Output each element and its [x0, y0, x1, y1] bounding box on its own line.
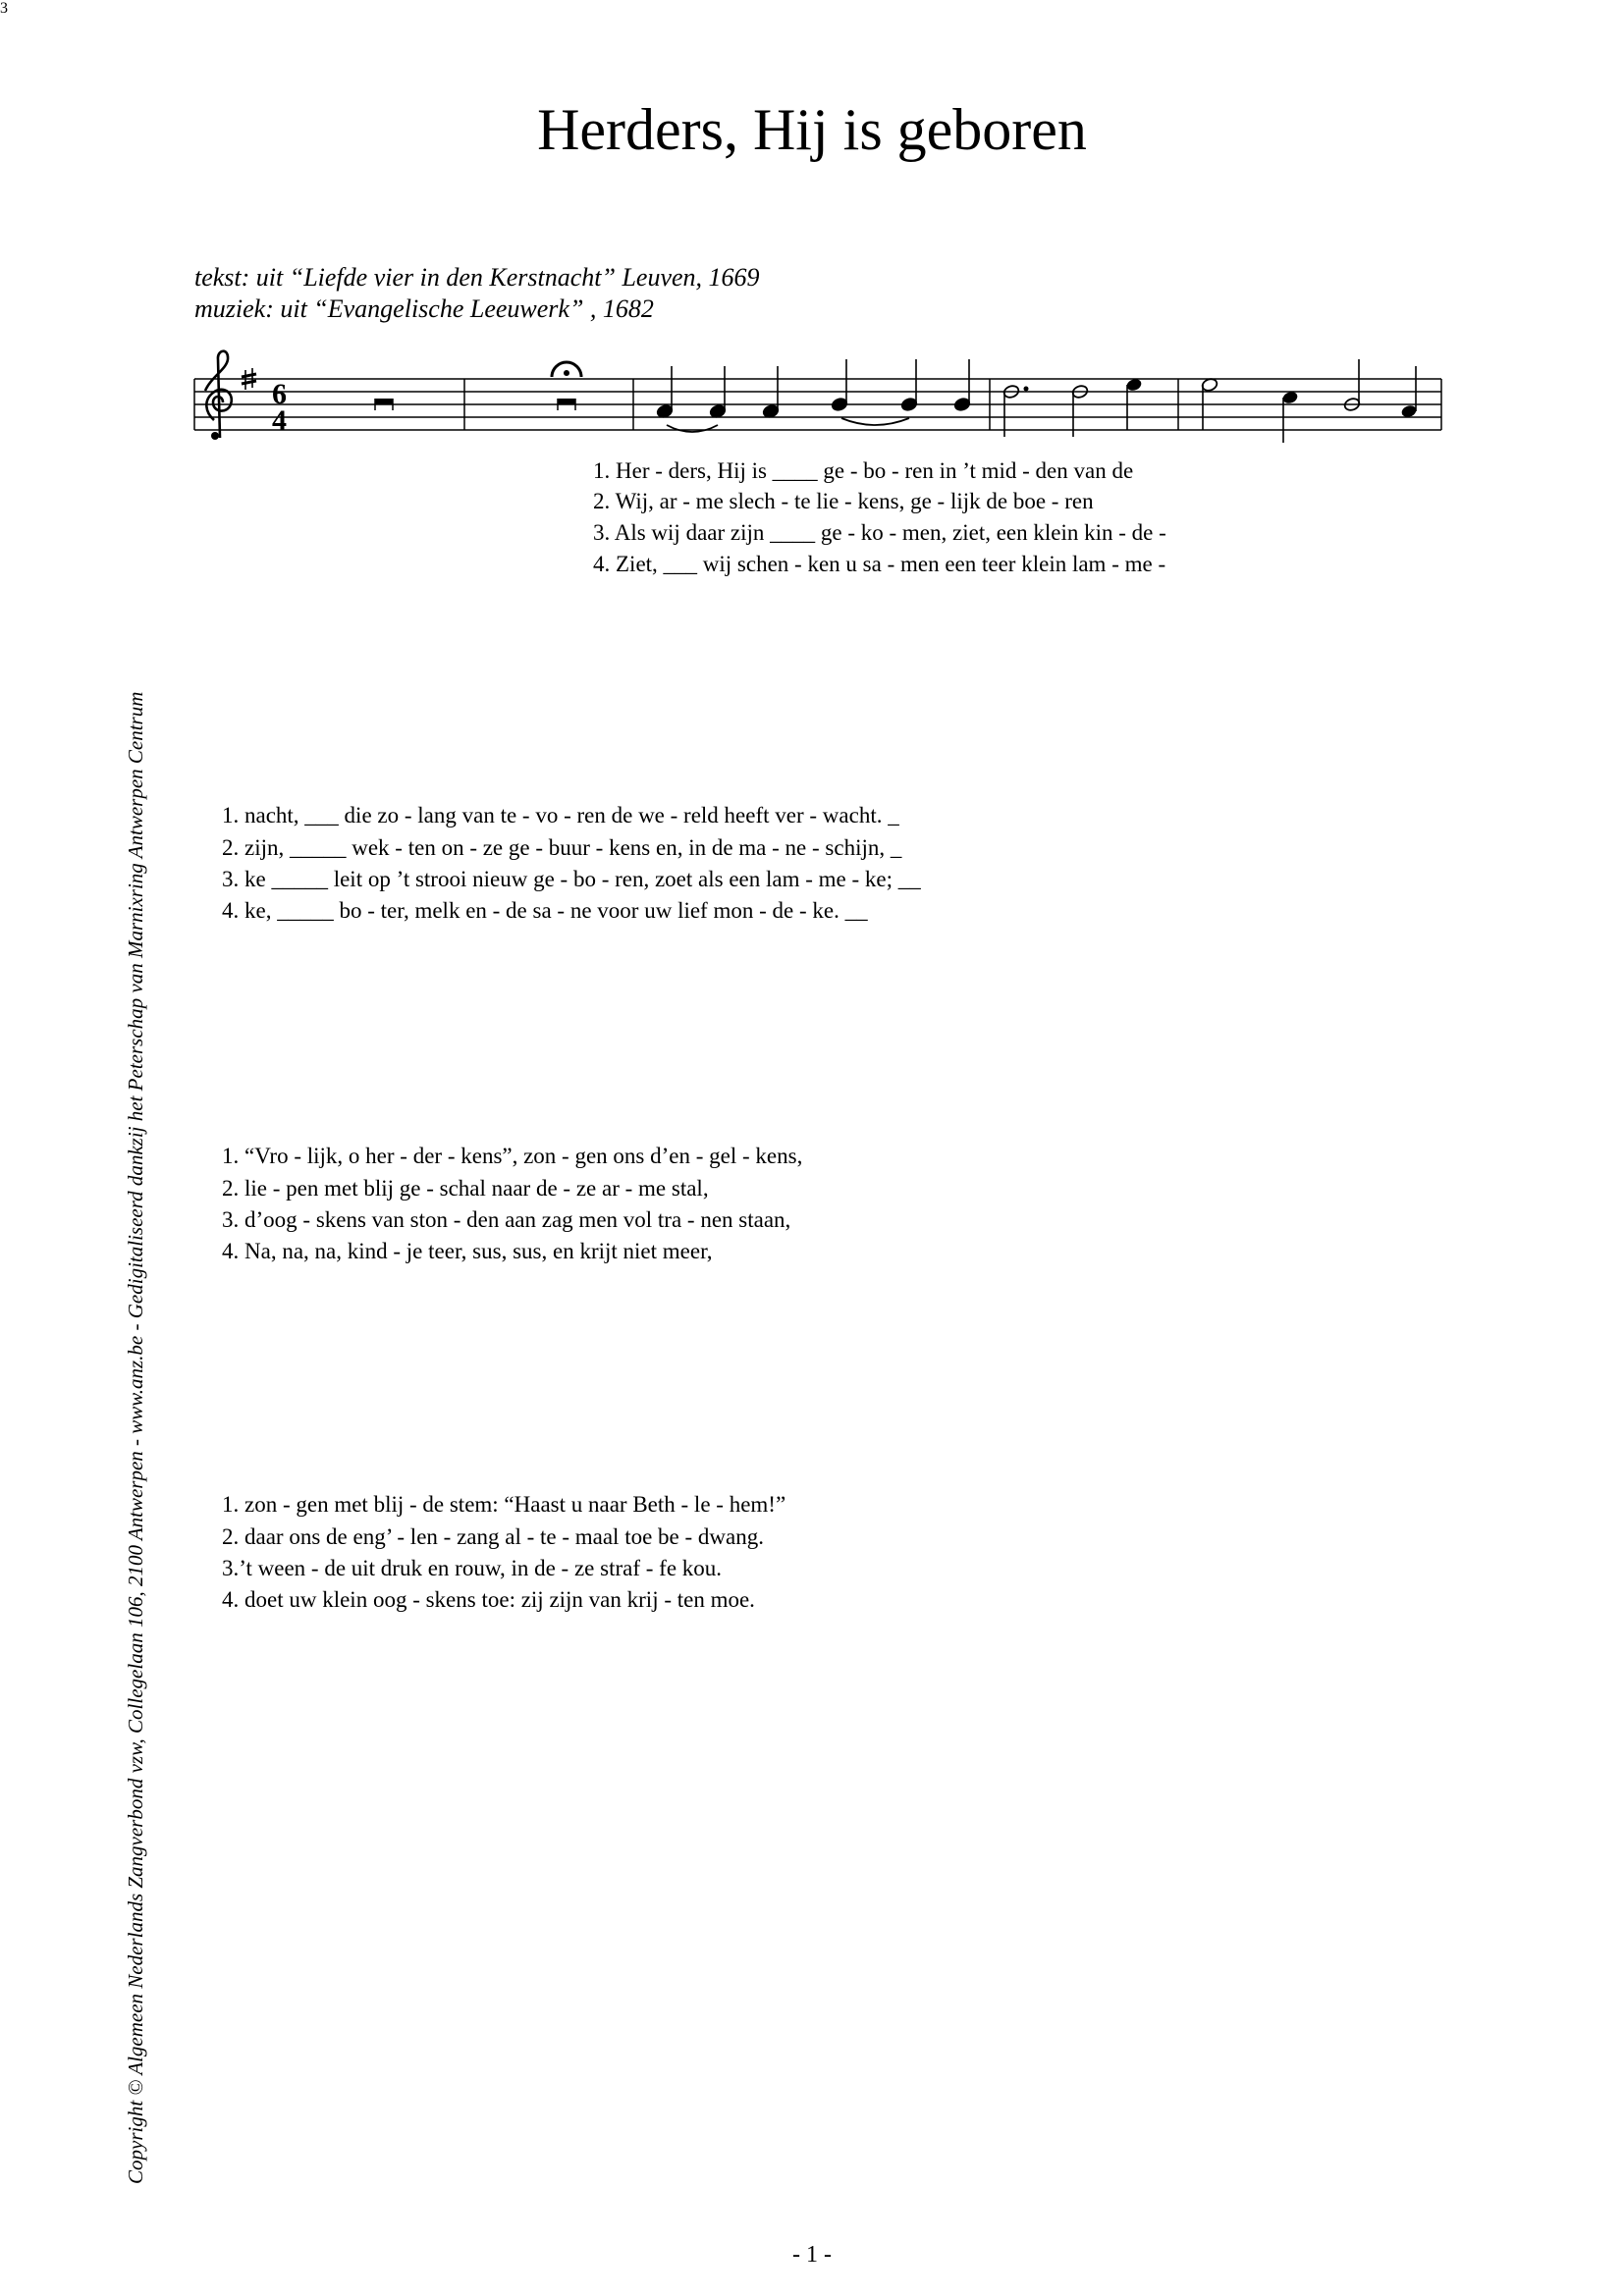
time-signature-bottom: 4 [272, 404, 287, 437]
text-credit: tekst: uit “Liefde vier in den Kerstnacht” Leuven, 1669 [194, 263, 760, 292]
music-credit: muziek: uit “Evangelische Leeuwerk” , 1682 [194, 294, 654, 323]
time-signature-top: 6 [272, 378, 287, 410]
lyric-line: 4. Na, na, na, kind - je teer, sus, sus, en krijt niet meer, [222, 1239, 713, 1263]
lyric-line: 3. Als wij daar zijn ____ ge - ko - men, ziet, een klein kin - de - [593, 520, 1166, 545]
lyric-line: 1. “Vro - lijk, o her - der - kens”, zon - gen ons d’en - gel - kens, [222, 1144, 803, 1168]
multi-rest-count: 3 [0, 0, 8, 17]
copyright-notice: Copyright © Algemeen Nederlands Zangverbond vzw, Collegelaan 106, 2100 Antwerpen - www.anz.be - Gedigitaliseerd dankzij het Peterschap van Marnixring Antwerpen Centrum [124, 691, 147, 2184]
lyric-line: 1. Her - ders, Hij is ____ ge - bo - ren in ’t mid - den van de [593, 458, 1134, 483]
page-number: - 1 - [792, 2242, 832, 2268]
lyric-line: 4. ke, _____ bo - ter, melk en - de sa - ne voor uw lief mon - de - ke. __ [222, 898, 868, 923]
lyric-line: 4. Ziet, ___ wij schen - ken u sa - men een teer klein lam - me - [593, 552, 1166, 576]
lyric-line: 3. ke _____ leit op ’t strooi nieuw ge - bo - ren, zoet als een lam - me - ke; __ [222, 867, 921, 891]
lyric-line: 2. zijn, _____ wek - ten on - ze ge - buur - kens en, in de ma - ne - schijn, _ [222, 835, 902, 860]
lyric-line: 3. d’oog - skens van ston - den aan zag men vol tra - nen staan, [222, 1207, 791, 1232]
lyric-line: 1. nacht, ___ die zo - lang van te - vo - ren de we - reld heeft ver - wacht. _ [222, 803, 899, 828]
staff-system-1 [194, 351, 1441, 443]
page-title: Herders, Hij is geboren [537, 97, 1087, 162]
lyric-line: 3.’t ween - de uit druk en rouw, in de - ze straf - fe kou. [222, 1556, 723, 1580]
lyric-line: 2. Wij, ar - me slech - te lie - kens, ge - lijk de boe - ren [593, 489, 1094, 513]
lyric-line: 2. lie - pen met blij ge - schal naar de - ze ar - me stal, [222, 1176, 709, 1201]
lyric-line: 2. daar ons de eng’ - len - zang al - te - maal toe be - dwang. [222, 1524, 764, 1549]
lyric-line: 4. doet uw klein oog - skens toe: zij zijn van krij - ten moe. [222, 1587, 755, 1612]
lyric-line: 1. zon - gen met blij - de stem: “Haast u naar Beth - le - hem!” [222, 1492, 786, 1517]
